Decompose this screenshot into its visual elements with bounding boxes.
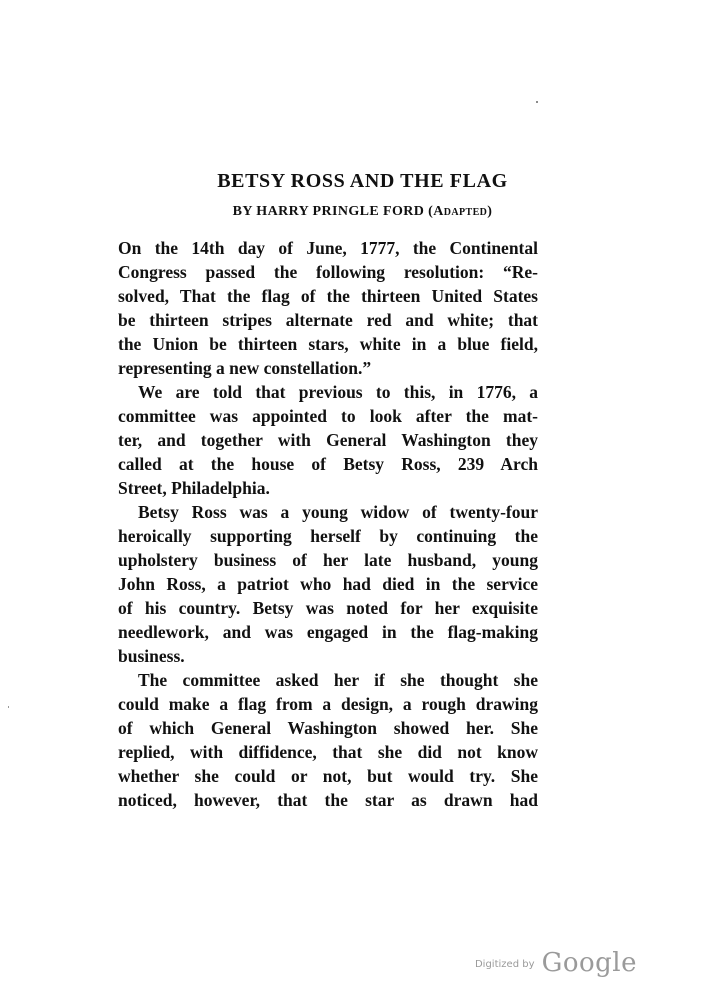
paragraph xyxy=(118,668,538,812)
text-line: John Ross, a patriot who had died in the service xyxy=(118,574,538,594)
text-line: solved, That the flag of the thirteen United States xyxy=(118,286,538,306)
scan-speck xyxy=(536,101,538,103)
text-line: needlework, and was engaged in the flag-making xyxy=(118,622,538,642)
text-line: Congress passed the following resolution: “Re- xyxy=(118,262,538,282)
text-line: of his country. Betsy was noted for her exquisite xyxy=(118,598,538,618)
text-line: committee was appointed to look after the mat- xyxy=(118,406,538,426)
text-line: called at the house of Betsy Ross, 239 Arch xyxy=(118,454,538,474)
digitized-by-google-watermark xyxy=(475,948,637,978)
text-line: upholstery business of her late husband, young xyxy=(118,550,538,570)
author-byline xyxy=(120,204,605,220)
body-text xyxy=(118,236,538,812)
text-line: of which General Washington showed her. She xyxy=(118,718,538,738)
text-line: representing a new constellation.” xyxy=(118,358,372,378)
text-line: Street, Philadelphia. xyxy=(118,478,270,498)
text-line: Betsy Ross was a young widow of twenty-four xyxy=(138,502,538,522)
chapter-title: BETSY ROSS AND THE FLAG xyxy=(217,170,508,192)
text-line: replied, with diffidence, that she did not know xyxy=(118,742,538,762)
text-line: could make a flag from a design, a rough drawing xyxy=(118,694,538,714)
watermark-prefix: Digitized by xyxy=(474,959,535,970)
google-logo-text: Google xyxy=(541,948,637,978)
paragraph xyxy=(118,380,538,500)
adapted-note: (Adapted) xyxy=(428,204,493,219)
text-line: ter, and together with General Washington they xyxy=(118,430,538,450)
text-line: The committee asked her if she thought she xyxy=(138,670,538,690)
author-name: BY HARRY PRINGLE FORD xyxy=(232,204,425,219)
text-line: noticed, however, that the star as drawn had xyxy=(118,790,538,810)
text-line: whether she could or not, but would try. She xyxy=(118,766,538,786)
text-line: heroically supporting herself by continuing the xyxy=(118,526,538,546)
text-line: business. xyxy=(118,646,185,666)
text-line: We are told that previous to this, in 1776, a xyxy=(138,382,538,402)
paragraph xyxy=(118,500,538,668)
scan-speck xyxy=(8,706,9,708)
text-line: be thirteen stripes alternate red and white; that xyxy=(118,310,538,330)
text-line: the Union be thirteen stars, white in a blue field, xyxy=(118,334,538,354)
text-line: On the 14th day of June, 1777, the Continental xyxy=(118,238,538,258)
paragraph xyxy=(118,236,538,380)
